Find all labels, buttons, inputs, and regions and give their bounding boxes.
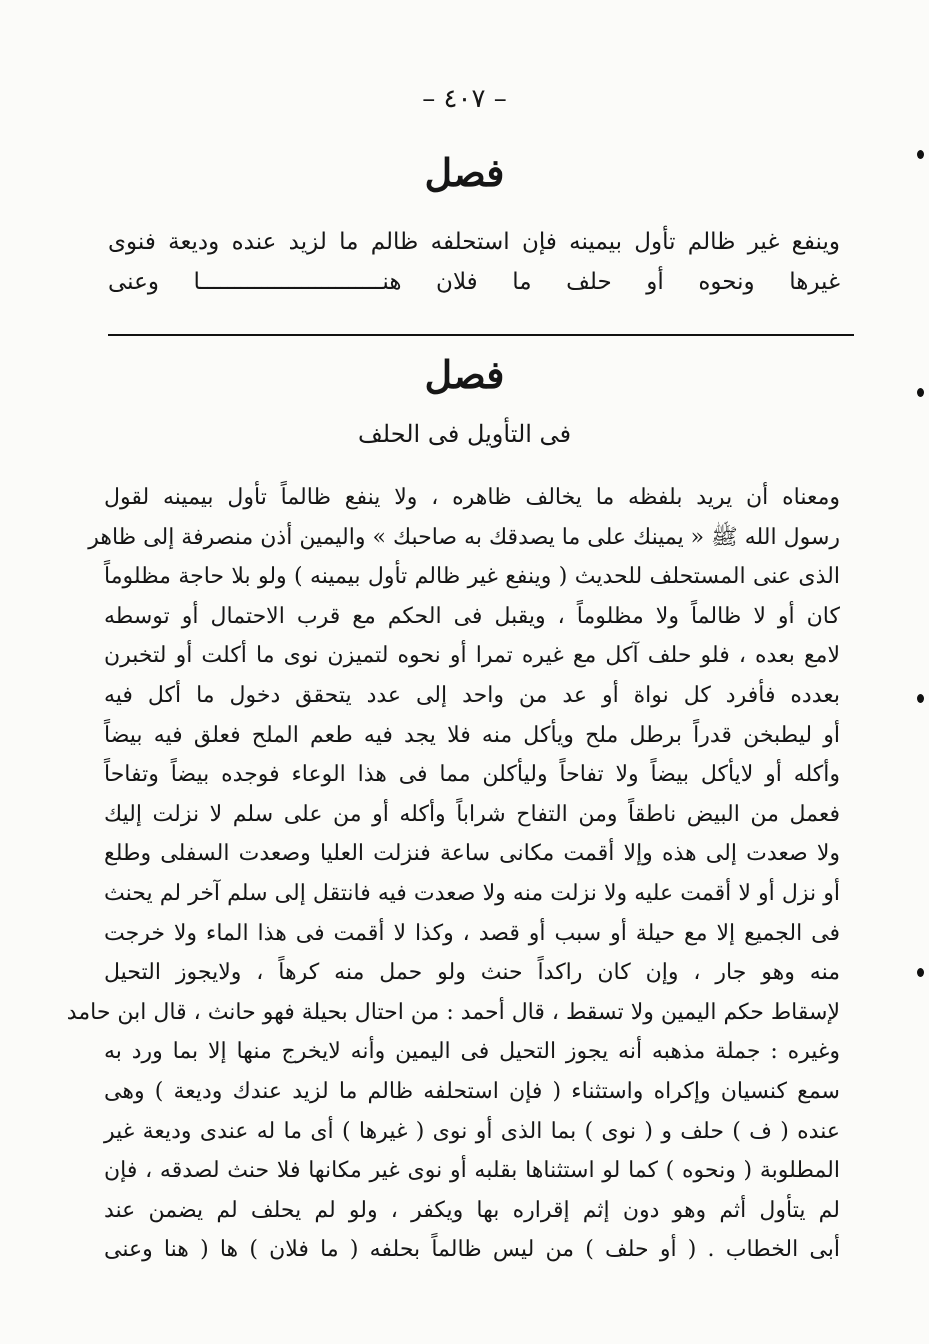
page-divider (108, 334, 854, 336)
text-line: بعدده فأفرد كل نواة أو عد من واحد إلى عدد يتحقق دخول ما أكل فيه (104, 682, 840, 708)
text-line: عنده ( ف ) حلف و ( نوى ) بما الذى أو نوى ( غيرها ) أى ما له عندى وديعة غير (104, 1118, 840, 1144)
binding-hole-mark (917, 388, 924, 397)
text-line: لم يتأول أثم وهو دون إثم إقراره بها ويكفر ، ولو لم يحلف لم يضمن عند (104, 1197, 840, 1223)
commentary-text-block (66, 478, 840, 1270)
matn-line: غيرها ونحوه أو حلف ما فلان هنـــــــــــــــــــــــــــا وعنى (108, 269, 840, 295)
text-line: أو نزل أو لا أقمت عليه ولا نزلت منه ولا صعدت فيه فانتقل إلى سلم آخر لم يحنث (104, 880, 840, 906)
text-line: فى الجميع إلا مع حيلة أو سبب أو قصد ، وكذا لا أقمت فى هذا الماء ولا خرجت (104, 920, 840, 946)
binding-hole-mark (917, 150, 924, 159)
binding-hole-marks (909, 0, 929, 1344)
text-line: فعمل من البيض ناطقاً ومن التفاح شراباً وأكله أو من على سلم لا نزلت إليك (104, 801, 840, 827)
binding-hole-mark (917, 694, 924, 703)
text-line: ولا صعدت إلى هذه وإلا أقمت مكانى ساعة فنزلت العليا وصعدت السفلى وطلع (104, 841, 840, 867)
text-line: ومعناه أن يريد بلفظه ما يخالف ظاهره ، ولا ينفع ظالماً تأول بيمينه لقول (104, 485, 840, 510)
text-line: سمع كنسيان وإكراه واستثناء ( فإن استحلفه ظالم ما لزيد عندك وديعة ) وهى (104, 1078, 840, 1104)
text-line: أبى الخطاب . ( أو حلف ) من ليس ظالماً بحلفه ( ما فلان ) ها ( هنا وعنى (104, 1237, 840, 1263)
matn-section-heading: فصل (424, 150, 505, 195)
commentary-section-heading: فصل (424, 352, 505, 397)
text-line: وأكله أو لايأكل بيضاً ولا تفاحاً وليأكلن مما فى هذا الوعاء فوجده بيضاً وتفاحاً (104, 762, 840, 788)
text-line: كان أو لا ظالماً ولا مظلوماً ، ويقبل فى الحكم مع قرب الاحتمال أو توسطه (104, 603, 840, 629)
text-line: منه وهو جار ، وإن كان راكداً حنث ولو حمل منه كرهاً ، ولايجوز التحيل (104, 960, 840, 986)
matn-line: وينفع غير ظالم تأول بيمينه فإن استحلفه ظالم ما لزيد عنده وديعة فنوى (108, 229, 840, 255)
page-number: – ٤٠٧ – (422, 84, 507, 114)
text-line: وغيره : جملة مذهبه أنه يجوز التحيل فى اليمين وأنه لايخرج منها إلا بما ورد به (104, 1039, 840, 1065)
commentary-subheading: فى التأويل فى الحلف (357, 420, 572, 448)
text-line: لامع بعده ، فلو حلف آكل مع غيره تمرا أو نحوه لتميزن نوى ما أكلت أو لتخبرن (104, 643, 840, 669)
text-line: المطلوبة ( ونحوه ) كما لو استثناها بقلبه أو نوى غير مكانها فلا حنث لصدقه ، فإن (104, 1158, 840, 1184)
text-line: الذى عنى المستحلف للحديث ( وينفع غير ظالم تأول بيمينه ) ولو بلا حاجة مظلوماً (104, 564, 840, 590)
text-line: لإسقاط حكم اليمين ولا تسقط ، قال أحمد : من احتال بحيلة فهو حانث ، قال ابن حامد (66, 999, 840, 1025)
text-line: أو ليطبخن قدراً برطل ملح ويأكل منه فلا يجد فيه طعم الملح فعلق فيه بيضاً (104, 722, 840, 748)
binding-hole-mark (917, 968, 924, 977)
text-line: رسول الله ﷺ « يمينك على ما يصدقك به صاحبك » واليمين أذن منصرفة إلى ظاهر (88, 524, 840, 550)
matn-text-block (108, 222, 840, 302)
